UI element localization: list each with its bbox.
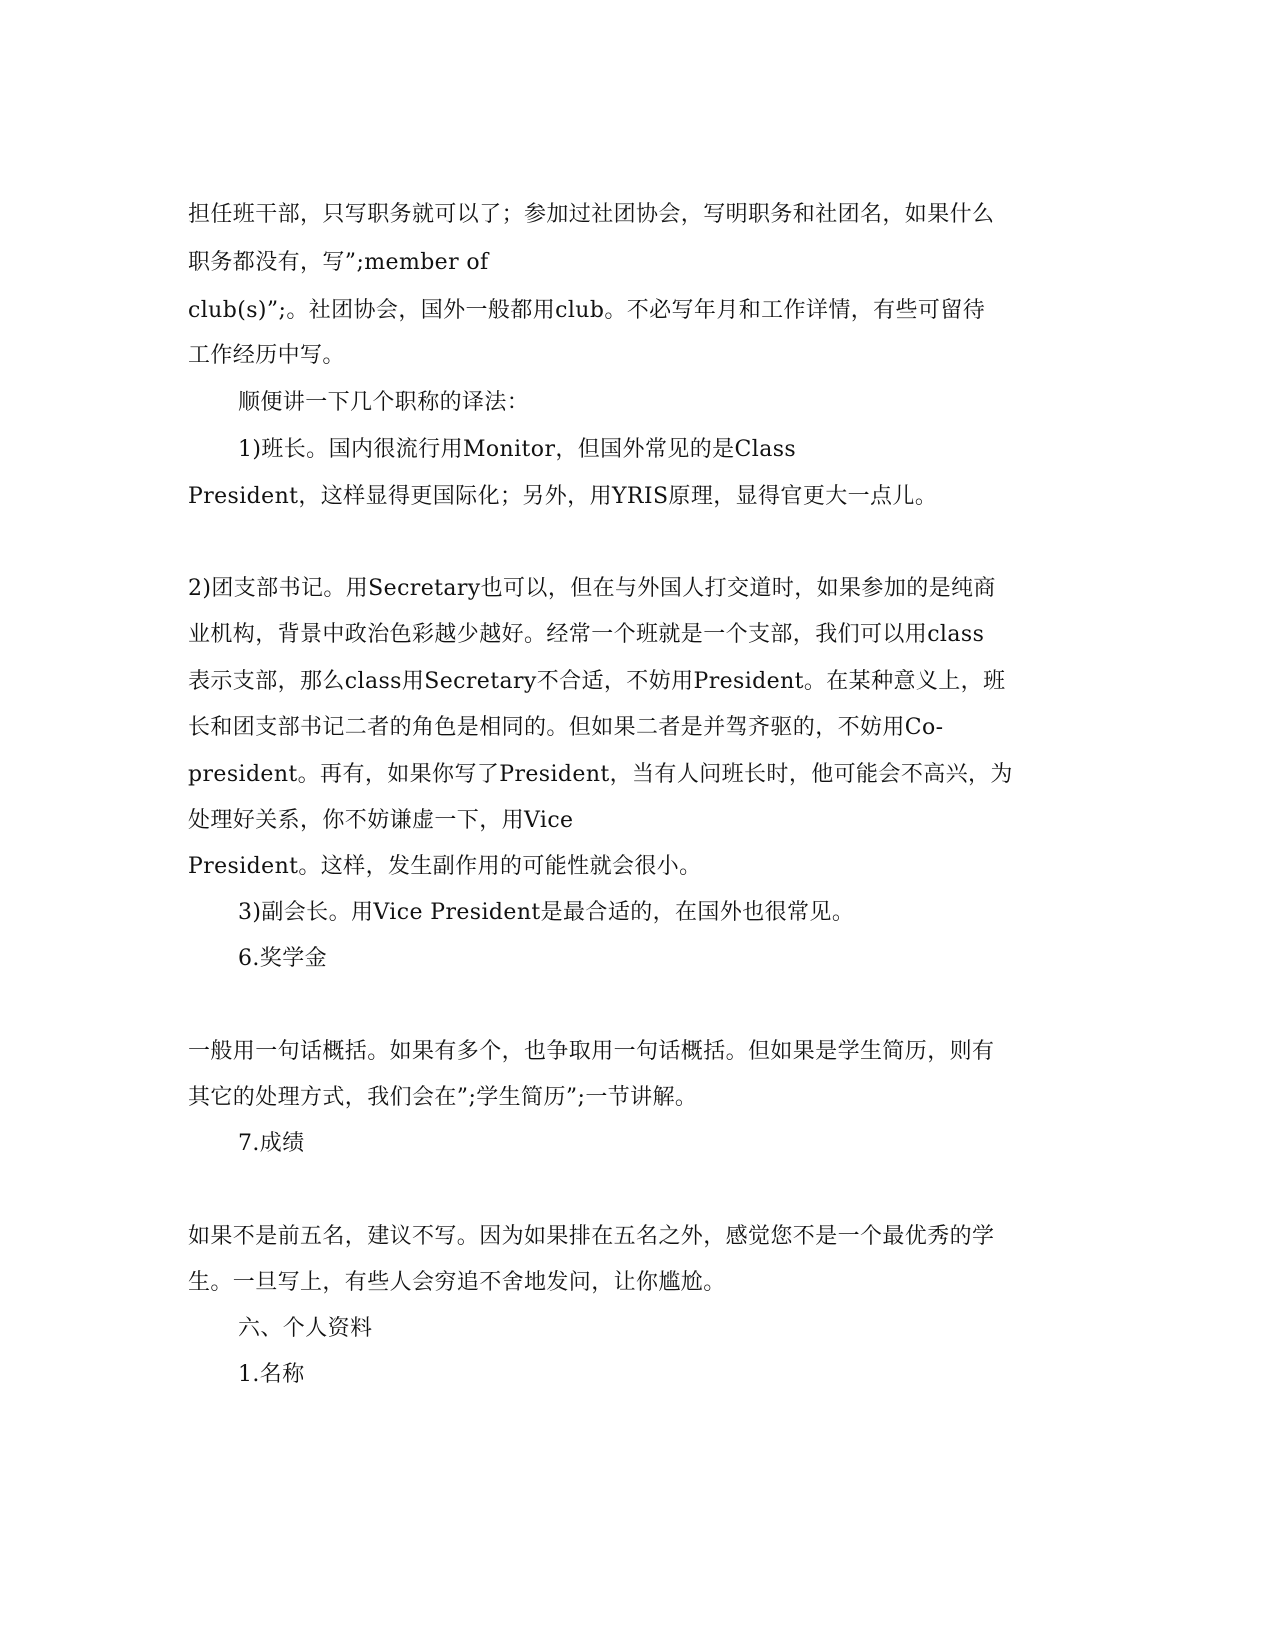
paragraph-line: 生。一旦写上，有些人会穷追不舍地发问，让你尴尬。 <box>188 1270 726 1295</box>
paragraph-line: 职务都没有，写”;member of <box>188 250 489 275</box>
paragraph-line: president。再有，如果你写了President，当有人问班长时，他可能会不高兴，为 <box>188 762 1013 787</box>
paragraph-line: 工作经历中写。 <box>188 343 345 368</box>
section-heading-personal-info: 六、个人资料 <box>238 1316 373 1341</box>
paragraph-line: 担任班干部，只写职务就可以了；参加过社团协会，写明职务和社团名，如果什么 <box>188 202 995 227</box>
list-item-vice-president: 3)副会长。用Vice President是最合适的，在国外也很常见。 <box>238 900 855 925</box>
paragraph-line: 一般用一句话概括。如果有多个，也争取用一句话概括。但如果是学生简历，则有 <box>188 1039 995 1064</box>
paragraph-line: 顺便讲一下几个职称的译法： <box>238 390 530 415</box>
section-heading-name: 1.名称 <box>238 1362 305 1387</box>
list-item-class-president: 1)班长。国内很流行用Monitor，但国外常见的是Class <box>238 437 797 462</box>
paragraph-line: 长和团支部书记二者的角色是相同的。但如果二者是并驾齐驱的，不妨用Co- <box>188 715 944 740</box>
paragraph-line: 如果不是前五名，建议不写。因为如果排在五名之外，感觉您不是一个最优秀的学 <box>188 1224 995 1249</box>
paragraph-line: President，这样显得更国际化；另外，用YRIS原理，显得官更大一点儿。 <box>188 484 938 509</box>
list-item-secretary: 2)团支部书记。用Secretary也可以，但在与外国人打交道时，如果参加的是纯商 <box>188 576 996 601</box>
section-heading-scholarship: 6.奖学金 <box>238 946 327 971</box>
paragraph-line: President。这样，发生副作用的可能性就会很小。 <box>188 854 702 879</box>
paragraph-line: 业机构，背景中政治色彩越少越好。经常一个班就是一个支部，我们可以用class <box>188 622 985 647</box>
paragraph-line: 处理好关系，你不妨谦虚一下，用Vice <box>188 808 574 833</box>
section-heading-grades: 7.成绩 <box>238 1131 305 1156</box>
paragraph-line: club(s)”;。社团协会，国外一般都用club。不必写年月和工作详情，有些可留待 <box>188 298 986 323</box>
paragraph-line: 表示支部，那么class用Secretary不合适，不妨用President。在某种意义上，班 <box>188 669 1006 694</box>
paragraph-line: 其它的处理方式，我们会在”;学生简历”;一节讲解。 <box>188 1085 698 1110</box>
